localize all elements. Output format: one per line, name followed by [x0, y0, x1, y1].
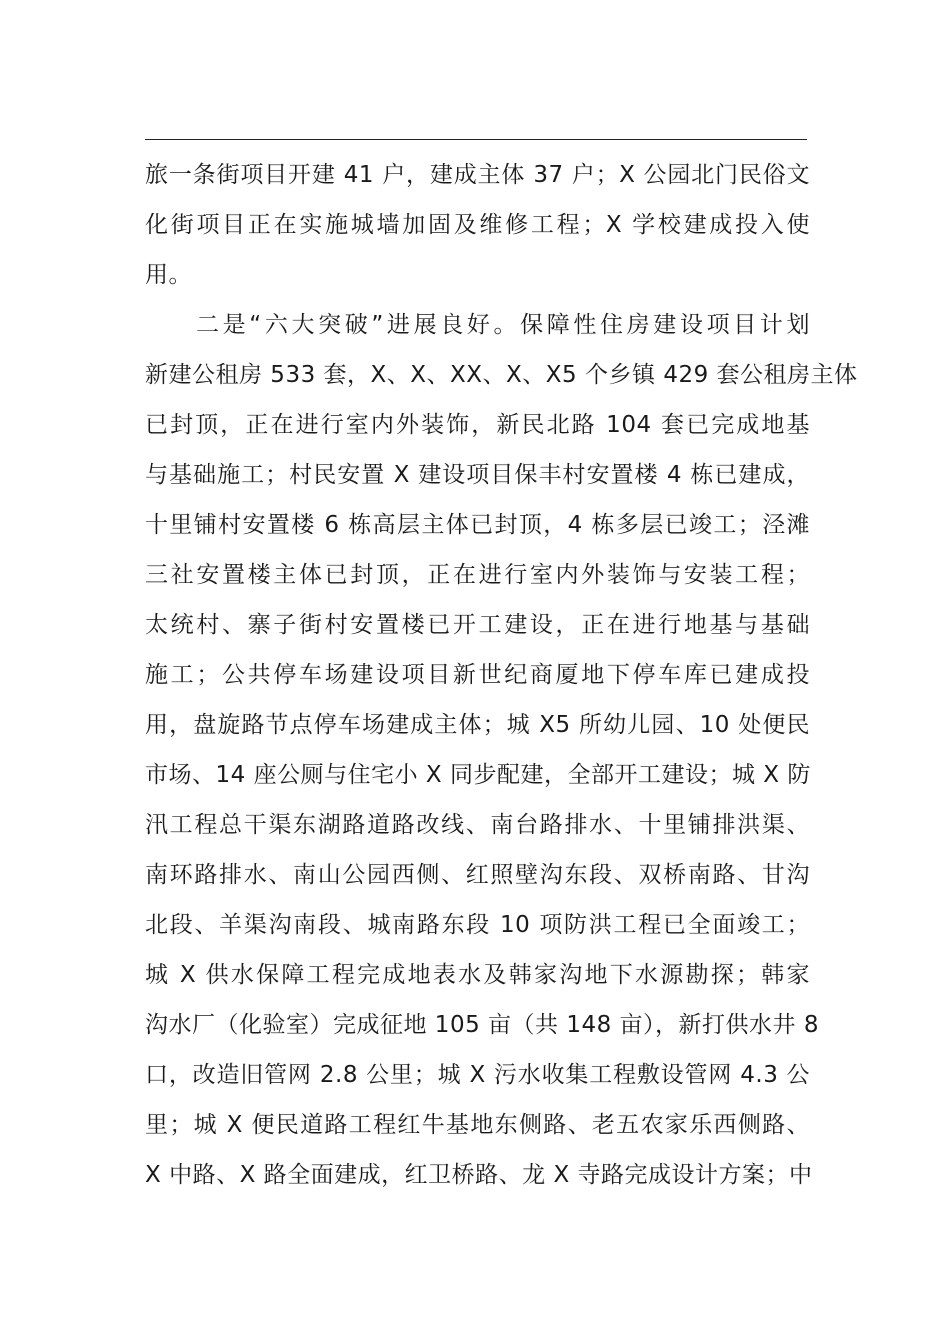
text-line: 南环路排水、南山公园西侧、红照壁沟东段、双桥南路、甘沟 [145, 862, 810, 888]
text-line: 城 X 供水保障工程完成地表水及韩家沟地下水源勘探；韩家 [145, 962, 810, 988]
text-line: 旅一条街项目开建 41 户，建成主体 37 户；X 公园北门民俗文 [145, 162, 810, 188]
text-line: X 中路、X 路全面建成，红卫桥路、龙 X 寺路完成设计方案；中 [145, 1162, 813, 1188]
text-line: 新建公租房 533 套，X、X、XX、X、X5 个乡镇 429 套公租房主体 [145, 362, 858, 388]
text-line: 已封顶，正在进行室内外装饰，新民北路 104 套已完成地基 [145, 412, 810, 438]
paragraph-start-line: 二是“六大突破”进展良好。保障性住房建设项目计划 [196, 312, 810, 338]
text-line: 与基础施工；村民安置 X 建设项目保丰村安置楼 4 栋已建成， [145, 462, 810, 488]
text-line: 三社安置楼主体已封顶，正在进行室内外装饰与安装工程； [145, 562, 810, 588]
text-line: 市场、14 座公厕与住宅小 X 同步配建，全部开工建设；城 X 防 [145, 762, 811, 788]
text-line: 施工；公共停车场建设项目新世纪商厦地下停车库已建成投 [145, 662, 810, 688]
text-line: 里；城 X 便民道路工程红牛基地东侧路、老五农家乐西侧路、 [145, 1112, 810, 1138]
header-rule [145, 139, 807, 140]
text-line: 北段、羊渠沟南段、城南路东段 10 项防洪工程已全面竣工； [145, 912, 810, 938]
text-line: 用，盘旋路节点停车场建成主体；城 X5 所幼儿园、10 处便民 [145, 712, 810, 738]
text-line: 用。 [145, 262, 192, 288]
text-line: 口，改造旧管网 2.8 公里；城 X 污水收集工程敷设管网 4.3 公 [145, 1062, 810, 1088]
text-line: 太统村、寨子街村安置楼已开工建设，正在进行地基与基础 [145, 612, 810, 638]
text-line: 沟水厂（化验室）完成征地 105 亩（共 148 亩），新打供水井 8 [145, 1012, 819, 1038]
text-line: 十里铺村安置楼 6 栋高层主体已封顶，4 栋多层已竣工；泾滩 [145, 512, 810, 538]
text-line: 汛工程总干渠东湖路道路改线、南台路排水、十里铺排洪渠、 [145, 812, 810, 838]
text-line: 化街项目正在实施城墙加固及维修工程；X 学校建成投入使 [145, 212, 810, 238]
body-text [145, 150, 858, 1200]
